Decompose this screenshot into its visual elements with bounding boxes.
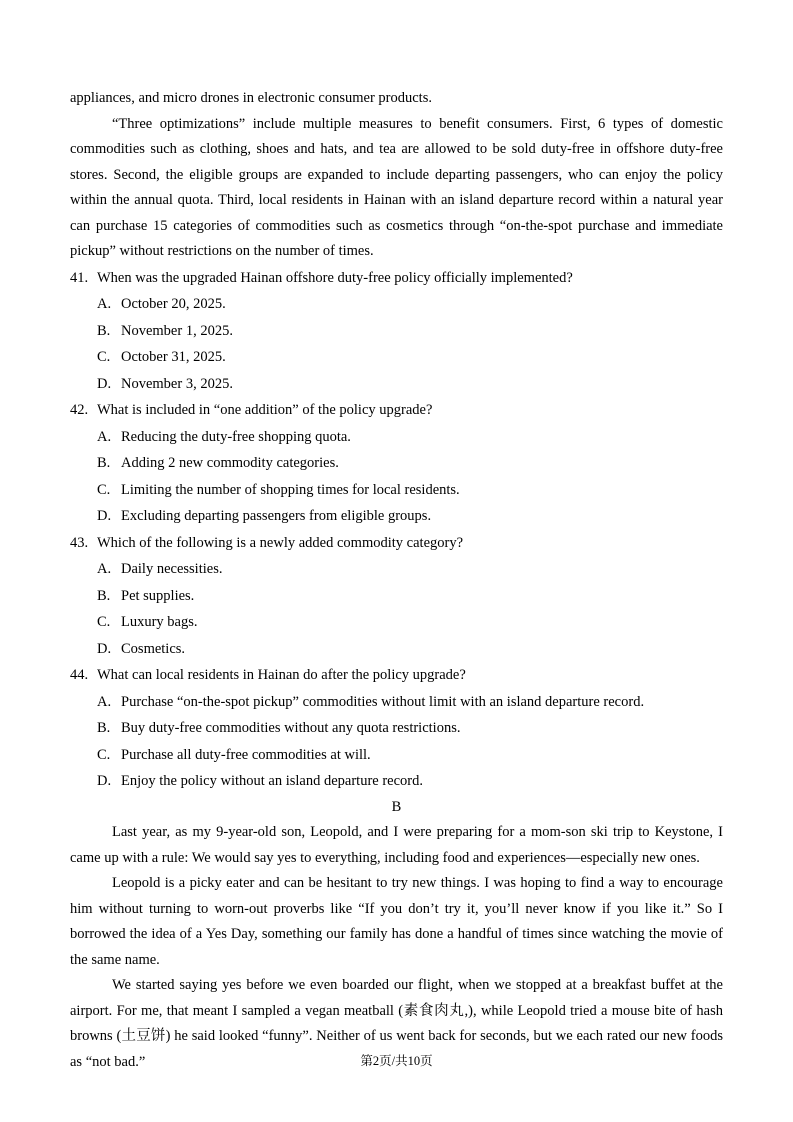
question-43 xyxy=(70,530,723,663)
option-a xyxy=(70,424,723,451)
question-text: What is included in “one addition” of the policy upgrade? xyxy=(97,402,433,418)
option-label: A. xyxy=(97,693,112,710)
option-text: Purchase all duty-free commodities at will. xyxy=(121,746,371,763)
option-d xyxy=(70,371,723,398)
option-text: Enjoy the policy without an island departure record. xyxy=(121,773,423,789)
question-number: 41. xyxy=(70,269,89,286)
option-text: Cosmetics. xyxy=(121,640,186,657)
option-b xyxy=(70,450,723,477)
option-label: C. xyxy=(97,614,111,630)
option-text: October 31, 2025. xyxy=(121,349,226,365)
passage-b-paragraph-1: Last year, as my 9-year-old son, Leopold, and I were preparing for a mom-son ski trip to Keystone, I came up with a rule: We would say yes to everything, including food and experiences—especially new ones. xyxy=(70,824,723,866)
option-label: A. xyxy=(97,428,112,445)
option-b xyxy=(70,583,723,610)
question-stem xyxy=(70,265,723,292)
option-label: D. xyxy=(97,508,112,524)
section-b-header: B xyxy=(391,798,402,815)
option-label: C. xyxy=(97,349,111,365)
option-label: A. xyxy=(97,296,112,312)
passage-a-tail-line: appliances, and micro drones in electronic consumer products. xyxy=(70,90,432,106)
option-text: Reducing the duty-free shopping quota. xyxy=(121,428,351,445)
option-label: D. xyxy=(97,773,112,789)
question-text: Which of the following is a newly added commodity category? xyxy=(97,534,464,551)
option-text: Luxury bags. xyxy=(121,614,198,630)
passage-a-optimizations-paragraph: “Three optimizations” include multiple measures to benefit consumers. First, 6 types of domestic commodities such as clothing, shoes and hats, and tea are allowed to be sold duty-free in offshore duty-free stores. Second, the eligible groups are expanded to include departing passengers, who can enjoy the policy within the annual quota. Third, local residents in Hainan with an island departure record within a natural year can purchase 15 categories of commodities such as cosmetics through “on-the-spot purchase and immediate pickup” without restrictions on the number of times. xyxy=(70,115,723,259)
option-a xyxy=(70,689,723,716)
option-d xyxy=(70,503,723,530)
option-text: Daily necessities. xyxy=(121,561,223,577)
option-label: D. xyxy=(97,640,112,657)
option-label: B. xyxy=(97,587,111,604)
option-label: B. xyxy=(97,455,111,471)
option-text: Buy duty-free commodities without any quota restrictions. xyxy=(121,720,461,736)
option-c xyxy=(70,344,723,371)
option-text: Adding 2 new commodity categories. xyxy=(121,455,339,471)
question-text: When was the upgraded Hainan offshore duty-free policy officially implemented? xyxy=(97,269,573,286)
option-c xyxy=(70,609,723,636)
question-41 xyxy=(70,265,723,398)
option-text: November 3, 2025. xyxy=(121,375,233,392)
question-stem xyxy=(70,397,723,424)
passage-b-paragraph-2: Leopold is a picky eater and can be hesitant to try new things. I was hoping to find a way to encourage him without turning to worn-out proverbs like “If you don’t try it, you’ll never know if you like it.” So I borrowed the idea of a Yes Day, something our family has done a handful of times since watching the movie of the same name. xyxy=(70,875,723,968)
page-number: 第2页/共10页 xyxy=(360,1054,433,1068)
question-44 xyxy=(70,662,723,795)
option-text: Excluding departing passengers from eligible groups. xyxy=(121,508,432,524)
page-content xyxy=(70,86,723,1075)
option-label: C. xyxy=(97,481,111,498)
option-b xyxy=(70,715,723,742)
option-label: A. xyxy=(97,561,112,577)
passage-b-paragraph-3: We started saying yes before we even boarded our flight, when we stopped at a breakfast buffet at the airport. For me, that meant I sampled a vegan meatball (素食肉丸,), while Leopold tried a mouse bite of hash browns (土豆饼) he said looked “funny”. Neither of us went back for seconds, but we each rated our new foods as “not bad.” xyxy=(70,977,723,1070)
option-d xyxy=(70,636,723,663)
question-42 xyxy=(70,397,723,530)
option-b xyxy=(70,318,723,345)
question-number: 44. xyxy=(70,667,89,683)
option-label: B. xyxy=(97,322,111,339)
option-text: Purchase “on-the-spot pickup” commodities without limit with an island departure record. xyxy=(121,693,645,710)
option-d xyxy=(70,768,723,795)
option-text: Limiting the number of shopping times for local residents. xyxy=(121,481,460,498)
option-c xyxy=(70,742,723,769)
option-c xyxy=(70,477,723,504)
page-footer xyxy=(0,1052,793,1070)
option-label: B. xyxy=(97,720,111,736)
option-text: October 20, 2025. xyxy=(121,296,226,312)
option-text: November 1, 2025. xyxy=(121,322,233,339)
option-label: C. xyxy=(97,746,111,763)
question-stem xyxy=(70,530,723,557)
question-text: What can local residents in Hainan do after the policy upgrade? xyxy=(97,667,466,683)
option-a xyxy=(70,556,723,583)
question-stem xyxy=(70,662,723,689)
option-text: Pet supplies. xyxy=(121,587,195,604)
question-number: 43. xyxy=(70,534,89,551)
question-number: 42. xyxy=(70,402,89,418)
option-label: D. xyxy=(97,375,112,392)
option-a xyxy=(70,291,723,318)
